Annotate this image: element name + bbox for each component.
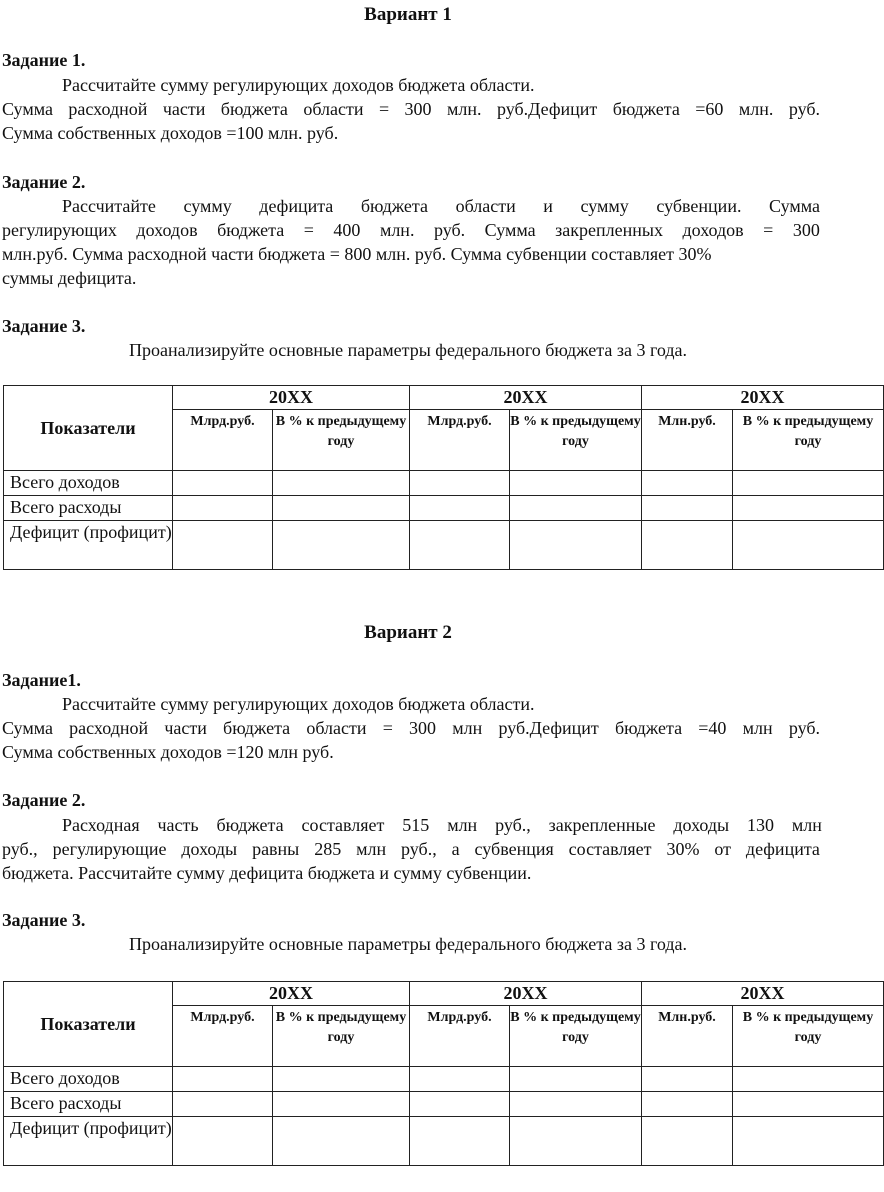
word: руб.Дефицит (498, 718, 599, 738)
word: расходной (68, 99, 148, 119)
v1-task2-line1 (62, 196, 820, 217)
word: бюджета (612, 99, 680, 119)
word: Сумма (2, 718, 53, 738)
v2-sub-header-6: В % к предыдущему году (733, 1006, 884, 1067)
v2-task2-line1 (62, 815, 822, 836)
table-cell (733, 521, 884, 570)
table-cell (273, 521, 410, 570)
v1-year-1: 20ХХ (173, 386, 410, 410)
v2-sub-header-2: В % к предыдущему году (273, 1006, 410, 1067)
v1-year-2: 20ХХ (410, 386, 642, 410)
word: млн (452, 718, 483, 738)
table-cell (410, 1067, 510, 1092)
word: млн (791, 815, 822, 835)
v1-sub-header-3: Млрд.руб. (410, 410, 510, 471)
word: составляет (568, 839, 652, 859)
v2-year-3: 20ХХ (642, 982, 884, 1006)
table-cell (173, 1092, 273, 1117)
word: = (378, 99, 390, 119)
table-cell (173, 1067, 273, 1092)
table-cell (173, 496, 273, 521)
v2-sub-header-3: Млрд.руб. (410, 1006, 510, 1067)
word: млн. (446, 99, 482, 119)
variant-1-title: Вариант 1 (364, 4, 452, 25)
word: бюджета (217, 220, 285, 240)
v2-task3-title: Задание 3. (2, 910, 86, 930)
v1-task1-line2 (2, 99, 820, 120)
table-cell (173, 1117, 273, 1166)
word: доходов (136, 220, 198, 240)
v2-task2-line2 (2, 839, 820, 860)
word: 300 (404, 99, 432, 119)
v1-task2-title: Задание 2. (2, 172, 86, 192)
v1-sub-header-1: Млрд.руб. (173, 410, 273, 471)
word: = (382, 718, 393, 738)
table-cell (510, 1067, 642, 1092)
word: а (451, 839, 460, 859)
v2-task3-line1: Проанализируйте основные параметры федерального бюджета за 3 года. (128, 934, 688, 954)
table-cell (173, 521, 273, 570)
table-cell (733, 1117, 884, 1166)
table-cell (173, 471, 273, 496)
v2-params-table (3, 981, 884, 1166)
table-cell (273, 1117, 410, 1166)
word: дефицита (745, 839, 820, 859)
word: закрепленные (548, 815, 656, 835)
word: = (303, 220, 314, 240)
table-cell (510, 521, 642, 570)
word: регулирующих (2, 220, 117, 240)
table-row (4, 1092, 884, 1117)
v2-sub-header-1: Млрд.руб. (173, 1006, 273, 1067)
table-row (4, 471, 884, 496)
word: Сумма (484, 220, 536, 240)
v1-sub-header-5: Млн.руб. (642, 410, 733, 471)
table-cell (733, 496, 884, 521)
table-cell (733, 1067, 884, 1092)
v1-task1-line3: Сумма собственных доходов =100 млн. руб. (2, 123, 339, 143)
v2-sub-header-4: В % к предыдущему году (510, 1006, 642, 1067)
v2-task1-line1: Рассчитайте сумму регулирующих доходов бюджета области. (62, 694, 535, 714)
table-cell (273, 496, 410, 521)
v1-task2-line3: млн.руб. Сумма расходной части бюджета = 800 млн. руб. Сумма субвенции составляет 30% (2, 244, 712, 264)
word: доходы (673, 815, 730, 835)
table-row (4, 1117, 884, 1166)
word: части (162, 99, 206, 119)
table-row (4, 1067, 884, 1092)
table-row (4, 496, 884, 521)
v1-task1-line1: Рассчитайте сумму регулирующих доходов бюджета области. (62, 75, 535, 95)
word: руб., (2, 839, 38, 859)
v2-header-indicators: Показатели (4, 982, 173, 1067)
v1-task2-line4: суммы дефицита. (2, 268, 137, 288)
word: сумму (580, 196, 629, 216)
word: 130 (747, 815, 775, 835)
word: Расходная (62, 815, 140, 835)
table-cell (510, 496, 642, 521)
v2-task1-title: Задание1. (2, 670, 81, 690)
word: области (306, 718, 367, 738)
table-cell (273, 1067, 410, 1092)
table-cell (733, 1092, 884, 1117)
word: млн (742, 718, 773, 738)
v1-header-indicators: Показатели (4, 386, 173, 471)
table-cell (642, 1067, 733, 1092)
word: руб. (433, 220, 466, 240)
table-cell (642, 521, 733, 570)
table-row (4, 521, 884, 570)
word: бюджета (223, 718, 291, 738)
word: бюджета (614, 718, 683, 738)
word: доходов (682, 220, 744, 240)
v1-params-table (3, 385, 884, 570)
table-cell (410, 1117, 510, 1166)
variant-2-title: Вариант 2 (364, 622, 452, 643)
word: 285 (314, 839, 342, 859)
word: расходной (69, 718, 149, 738)
v1-row-label-income: Всего доходов (4, 471, 173, 496)
table-cell (273, 1092, 410, 1117)
word: бюджета (220, 99, 288, 119)
v2-task2-line3: бюджета. Рассчитайте сумму дефицита бюджета и сумму субвенции. (2, 863, 532, 883)
word: закрепленных (555, 220, 663, 240)
table-cell (510, 1117, 642, 1166)
table-cell (410, 471, 510, 496)
table-cell (733, 471, 884, 496)
word: Сумма (2, 99, 53, 119)
word: млн. (738, 99, 774, 119)
word: субвенция (474, 839, 554, 859)
word: млн (447, 815, 478, 835)
word: 400 (333, 220, 361, 240)
table-cell (410, 496, 510, 521)
v2-row-label-expenses: Всего расходы (4, 1092, 173, 1117)
word: и (543, 196, 553, 216)
word: Рассчитайте (62, 196, 156, 216)
word: регулирующие (52, 839, 167, 859)
v1-sub-header-6: В % к предыдущему году (733, 410, 884, 471)
v1-year-3: 20ХХ (642, 386, 884, 410)
word: составляет (301, 815, 385, 835)
word: доходы (181, 839, 238, 859)
word: 300 (409, 718, 437, 738)
v2-row-label-income: Всего доходов (4, 1067, 173, 1092)
table-cell (273, 471, 410, 496)
word: бюджета (216, 815, 284, 835)
word: 300 (792, 220, 820, 240)
word: от (714, 839, 731, 859)
table-cell (510, 471, 642, 496)
word: руб., (401, 839, 437, 859)
v2-sub-header-5: Млн.руб. (642, 1006, 733, 1067)
word: части (164, 718, 207, 738)
word: субвенции. (656, 196, 742, 216)
table-cell (642, 1092, 733, 1117)
v2-task1-line2 (2, 718, 820, 739)
v1-task3-title: Задание 3. (2, 316, 86, 336)
word: Сумма (769, 196, 820, 216)
word: 30% (666, 839, 700, 859)
word: дефицита (259, 196, 334, 216)
word: руб. (788, 99, 820, 119)
v2-task1-line3: Сумма собственных доходов =120 млн руб. (2, 742, 334, 762)
word: часть (157, 815, 199, 835)
word: млн. (379, 220, 415, 240)
v1-task3-line1: Проанализируйте основные параметры федерального бюджета за 3 года. (128, 340, 688, 360)
word: =40 (698, 718, 727, 738)
table-cell (410, 1092, 510, 1117)
v1-sub-header-4: В % к предыдущему году (510, 410, 642, 471)
word: области (455, 196, 516, 216)
word: =60 (695, 99, 724, 119)
word: области (303, 99, 364, 119)
v2-row-label-deficit: Дефицит (профицит) (4, 1117, 173, 1166)
table-cell (642, 496, 733, 521)
word: руб. (788, 718, 820, 738)
v1-task2-line2 (2, 220, 820, 241)
word: равны (252, 839, 300, 859)
v1-sub-header-2: В % к предыдущему году (273, 410, 410, 471)
v1-row-label-expenses: Всего расходы (4, 496, 173, 521)
word: млн (356, 839, 387, 859)
word: бюджета (360, 196, 428, 216)
word: руб., (495, 815, 531, 835)
word: = (763, 220, 774, 240)
table-cell (642, 471, 733, 496)
v2-year-1: 20ХХ (173, 982, 410, 1006)
word: 515 (402, 815, 430, 835)
v1-task1-title: Задание 1. (2, 50, 86, 70)
table-cell (642, 1117, 733, 1166)
v2-task2-title: Задание 2. (2, 790, 86, 810)
v1-row-label-deficit: Дефицит (профицит) (4, 521, 173, 570)
word: сумму (183, 196, 232, 216)
table-cell (510, 1092, 642, 1117)
table-cell (410, 521, 510, 570)
word: руб.Дефицит (496, 99, 598, 119)
v2-year-2: 20ХХ (410, 982, 642, 1006)
